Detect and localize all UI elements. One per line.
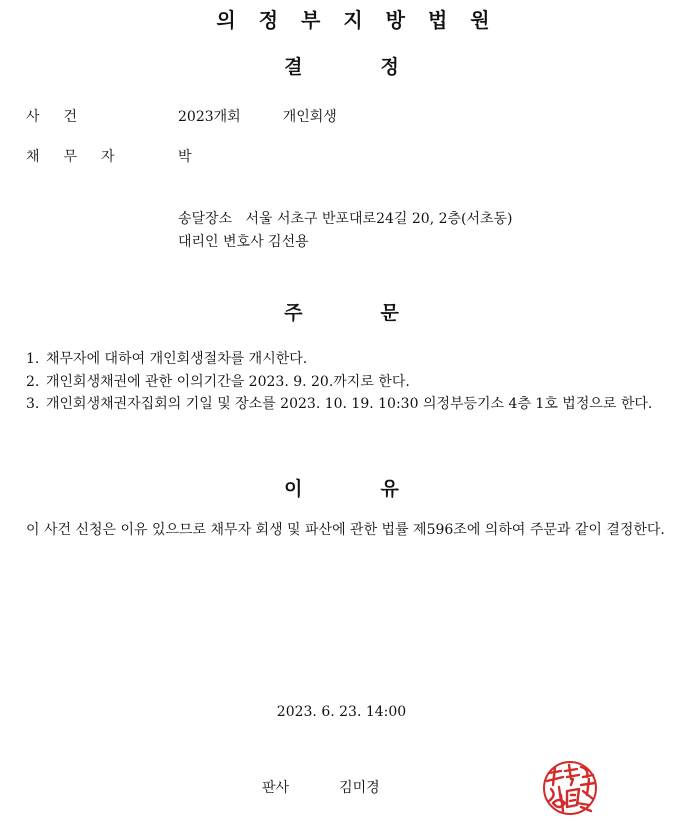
order-item (26, 371, 666, 394)
reason-heading-first: 이 (284, 478, 303, 500)
court-name: 의정부지방법원 (216, 8, 513, 32)
order-number: 1. (26, 351, 40, 367)
order-text: 개인회생채권자집회의 기일 및 장소를 2023. 10. 19. 10:30 의정부등기소 4층 1호 법정으로 한다. (46, 396, 653, 412)
reason-text: 이 사건 신청은 이유 있으므로 채무자 회생 및 파산에 관한 법률 제596조에 의하여 주문과 같이 결정한다. (26, 522, 665, 538)
reason-heading (0, 474, 683, 501)
order-number: 3. (26, 396, 40, 412)
judge-title: 판사 (262, 780, 290, 796)
decision-date: 2023. 6. 23. 14:00 (276, 704, 407, 720)
document-title-first: 결 (284, 56, 303, 78)
order-number: 2. (26, 373, 40, 390)
order-heading-first: 주 (284, 302, 303, 324)
judge-signature (262, 777, 380, 797)
debtor-name: 박 (178, 149, 192, 165)
case-type: 개인회생 (282, 109, 337, 125)
case-label: 사건 (26, 109, 102, 125)
case-number: 2023개회 (178, 109, 241, 125)
reason-heading-second: 유 (380, 478, 399, 500)
debtor-label: 채무자 (26, 149, 139, 165)
order-text: 개인회생채권에 관한 이의기간을 2023. 9. 20.까지로 한다. (46, 373, 410, 390)
document-title-second: 정 (380, 56, 399, 78)
document-title (0, 52, 683, 79)
case-value (178, 106, 337, 126)
legal-agent: 대리인 변호사 김선용 (178, 234, 309, 250)
order-heading-second: 문 (380, 302, 399, 324)
order-heading (0, 298, 683, 325)
order-text: 채무자에 대하여 개인회생절차를 개시한다. (46, 351, 308, 367)
order-item (26, 348, 666, 371)
judge-seal-icon (537, 755, 607, 817)
judge-name: 김미경 (339, 780, 380, 796)
service-address (178, 208, 513, 228)
service-address-value: 서울 서초구 반포대로24길 20, 2층(서초동) (245, 211, 513, 227)
order-list (26, 348, 666, 416)
order-item (26, 393, 666, 416)
service-address-label: 송달장소 (178, 211, 233, 227)
